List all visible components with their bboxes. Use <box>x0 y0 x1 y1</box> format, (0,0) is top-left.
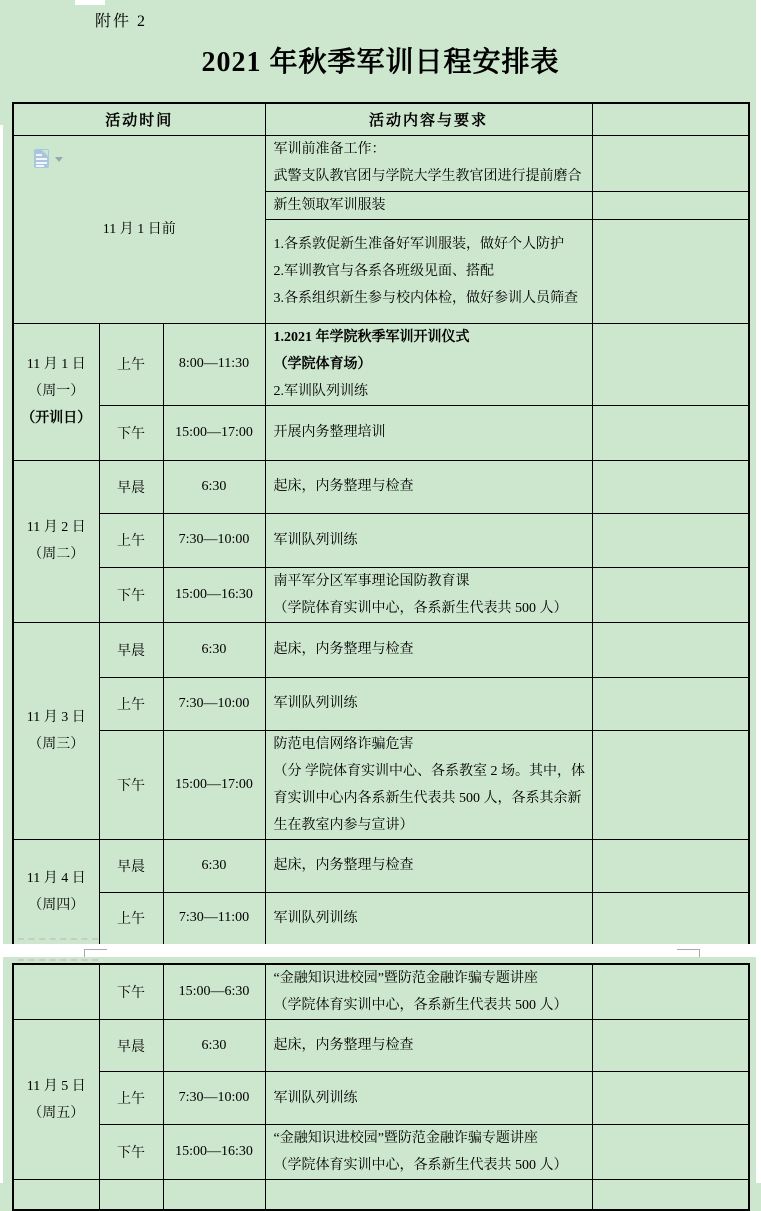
table-row <box>13 730 749 839</box>
page-edge-right <box>756 0 761 1183</box>
table-row <box>13 135 749 191</box>
cell-content: 1.2021 年学院秋季军训开训仪式 （学院体育场） 2.军训队列训练 <box>265 323 592 405</box>
cell-period: 早晨 <box>99 460 163 513</box>
cell-period: 上午 <box>99 1072 163 1125</box>
cell-content: 新生领取军训服装 <box>265 191 592 219</box>
cell-period: 下午 <box>99 405 163 460</box>
cell-content: 起床，内务整理与检查 <box>265 460 592 513</box>
page-edge-left <box>0 125 3 1183</box>
cell-empty <box>592 567 749 622</box>
cell-time <box>163 1180 265 1210</box>
cell-empty <box>592 135 749 191</box>
cell-empty <box>592 1020 749 1072</box>
cell-content: 开展内务整理培训 <box>265 405 592 460</box>
table-row-clipped <box>13 1180 749 1210</box>
date-text: 11 月 1 日前 <box>102 221 176 237</box>
cell-content: 起床，内务整理与检查 <box>265 622 592 677</box>
page-corner-artifact <box>75 0 105 5</box>
cell-content: 防范电信网络诈骗危害 （分 学院体育实训中心、各系教室 2 场。其中，体 育实训中心内各系新生代表共 500 人，各系其余新 生在教室内参与宣讲） <box>265 730 592 839</box>
attachment-label: 附件 2 <box>95 13 148 30</box>
table-row <box>13 460 749 513</box>
cell-content: 南平军分区军事理论国防教育课 （学院体育实训中心，各系新生代表共 500 人） <box>265 567 592 622</box>
cell-time: 15:00—17:00 <box>163 730 265 839</box>
table-row <box>13 839 749 892</box>
cell-period: 下午 <box>99 567 163 622</box>
cell-empty <box>592 677 749 730</box>
cell-period: 上午 <box>99 892 163 945</box>
cell-content: 军训队列训练 <box>265 892 592 945</box>
cell-date <box>13 1180 99 1210</box>
cell-period: 上午 <box>99 323 163 405</box>
table-row <box>13 677 749 730</box>
cell-date <box>13 135 265 323</box>
cell-period: 早晨 <box>99 839 163 892</box>
cell-time: 6:30 <box>163 460 265 513</box>
page-title: 2021 年秋季军训日程安排表 <box>201 47 560 78</box>
cell-content: 起床，内务整理与检查 <box>265 1020 592 1072</box>
cell-empty <box>592 513 749 567</box>
cell-empty <box>592 1125 749 1180</box>
cell-content: 军训前准备工作： 武警支队教官团与学院大学生教官团进行提前磨合 <box>265 135 592 191</box>
table-header-row <box>13 103 749 135</box>
table-row <box>13 513 749 567</box>
cell-empty <box>592 460 749 513</box>
table-row <box>13 1072 749 1125</box>
cell-period: 下午 <box>99 964 163 1020</box>
cell-time: 7:30—11:00 <box>163 892 265 945</box>
cell-time: 6:30 <box>163 839 265 892</box>
cell-period: 早晨 <box>99 622 163 677</box>
schedule-table-page2 <box>12 963 750 1211</box>
cell-period: 下午 <box>99 730 163 839</box>
cell-empty <box>592 1072 749 1125</box>
page-break-band <box>0 944 761 957</box>
cell-content: 军训队列训练 <box>265 513 592 567</box>
cell-date: 11 月 5 日 （周五） <box>13 1020 99 1180</box>
cell-empty <box>592 964 749 1020</box>
cell-time: 7:30—10:00 <box>163 513 265 567</box>
table-row <box>13 622 749 677</box>
cell-time: 6:30 <box>163 622 265 677</box>
cell-time: 15:00—6:30 <box>163 964 265 1020</box>
cell-time: 15:00—16:30 <box>163 1125 265 1180</box>
cell-empty <box>592 191 749 219</box>
header-empty-column <box>592 103 749 135</box>
cell-date: 11 月 3 日 （周三） <box>13 622 99 839</box>
schedule-table-page1 <box>12 102 750 946</box>
cell-content: 军训队列训练 <box>265 677 592 730</box>
cell-empty <box>592 839 749 892</box>
cell-empty <box>592 892 749 945</box>
cell-date <box>13 964 99 1020</box>
text-boundary-dashes <box>18 938 98 940</box>
text-boundary-dashes <box>18 959 98 961</box>
cell-time: 6:30 <box>163 1020 265 1072</box>
header-activity-time: 活动时间 <box>13 103 265 135</box>
cell-period: 早晨 <box>99 1020 163 1072</box>
cell-empty <box>592 622 749 677</box>
header-activity-content: 活动内容与要求 <box>265 103 592 135</box>
cell-empty <box>592 219 749 323</box>
table-row <box>13 405 749 460</box>
cell-time: 15:00—16:30 <box>163 567 265 622</box>
cell-content: 起床，内务整理与检查 <box>265 839 592 892</box>
cell-content: “金融知识进校园”暨防范金融诈骗专题讲座 （学院体育实训中心，各系新生代表共 500 人） <box>265 1125 592 1180</box>
cell-empty <box>592 1180 749 1210</box>
table-row <box>13 323 749 405</box>
cell-content: 1.各系敦促新生准备好军训服装，做好个人防护 2.军训教官与各系各班级见面、搭配 3.各系组织新生参与校内体检，做好参训人员筛查 <box>265 219 592 323</box>
cell-time: 7:30—10:00 <box>163 677 265 730</box>
table-row <box>13 1020 749 1072</box>
cell-empty <box>592 730 749 839</box>
cell-empty <box>592 405 749 460</box>
page-corner-mark-left <box>84 949 107 957</box>
cell-time: 7:30—10:00 <box>163 1072 265 1125</box>
cell-content: 军训队列训练 <box>265 1072 592 1125</box>
cell-time: 8:00—11:30 <box>163 323 265 405</box>
cell-date: 11 月 2 日 （周二） <box>13 460 99 622</box>
cell-time: 15:00—17:00 <box>163 405 265 460</box>
table-row <box>13 964 749 1020</box>
cell-period: 上午 <box>99 677 163 730</box>
cell-empty <box>592 323 749 405</box>
table-row <box>13 892 749 945</box>
table-row <box>13 567 749 622</box>
cell-period: 上午 <box>99 513 163 567</box>
cell-period <box>99 1180 163 1210</box>
page-corner-mark-right <box>677 949 700 957</box>
cell-period: 下午 <box>99 1125 163 1180</box>
cell-date: 11 月 1 日 （周一） （开训日） <box>13 323 99 460</box>
table-row <box>13 1125 749 1180</box>
cell-content: “金融知识进校园”暨防范金融诈骗专题讲座 （学院体育实训中心，各系新生代表共 500 人） <box>265 964 592 1020</box>
cell-content <box>265 1180 592 1210</box>
cell-date: 11 月 4 日 （周四） <box>13 839 99 945</box>
